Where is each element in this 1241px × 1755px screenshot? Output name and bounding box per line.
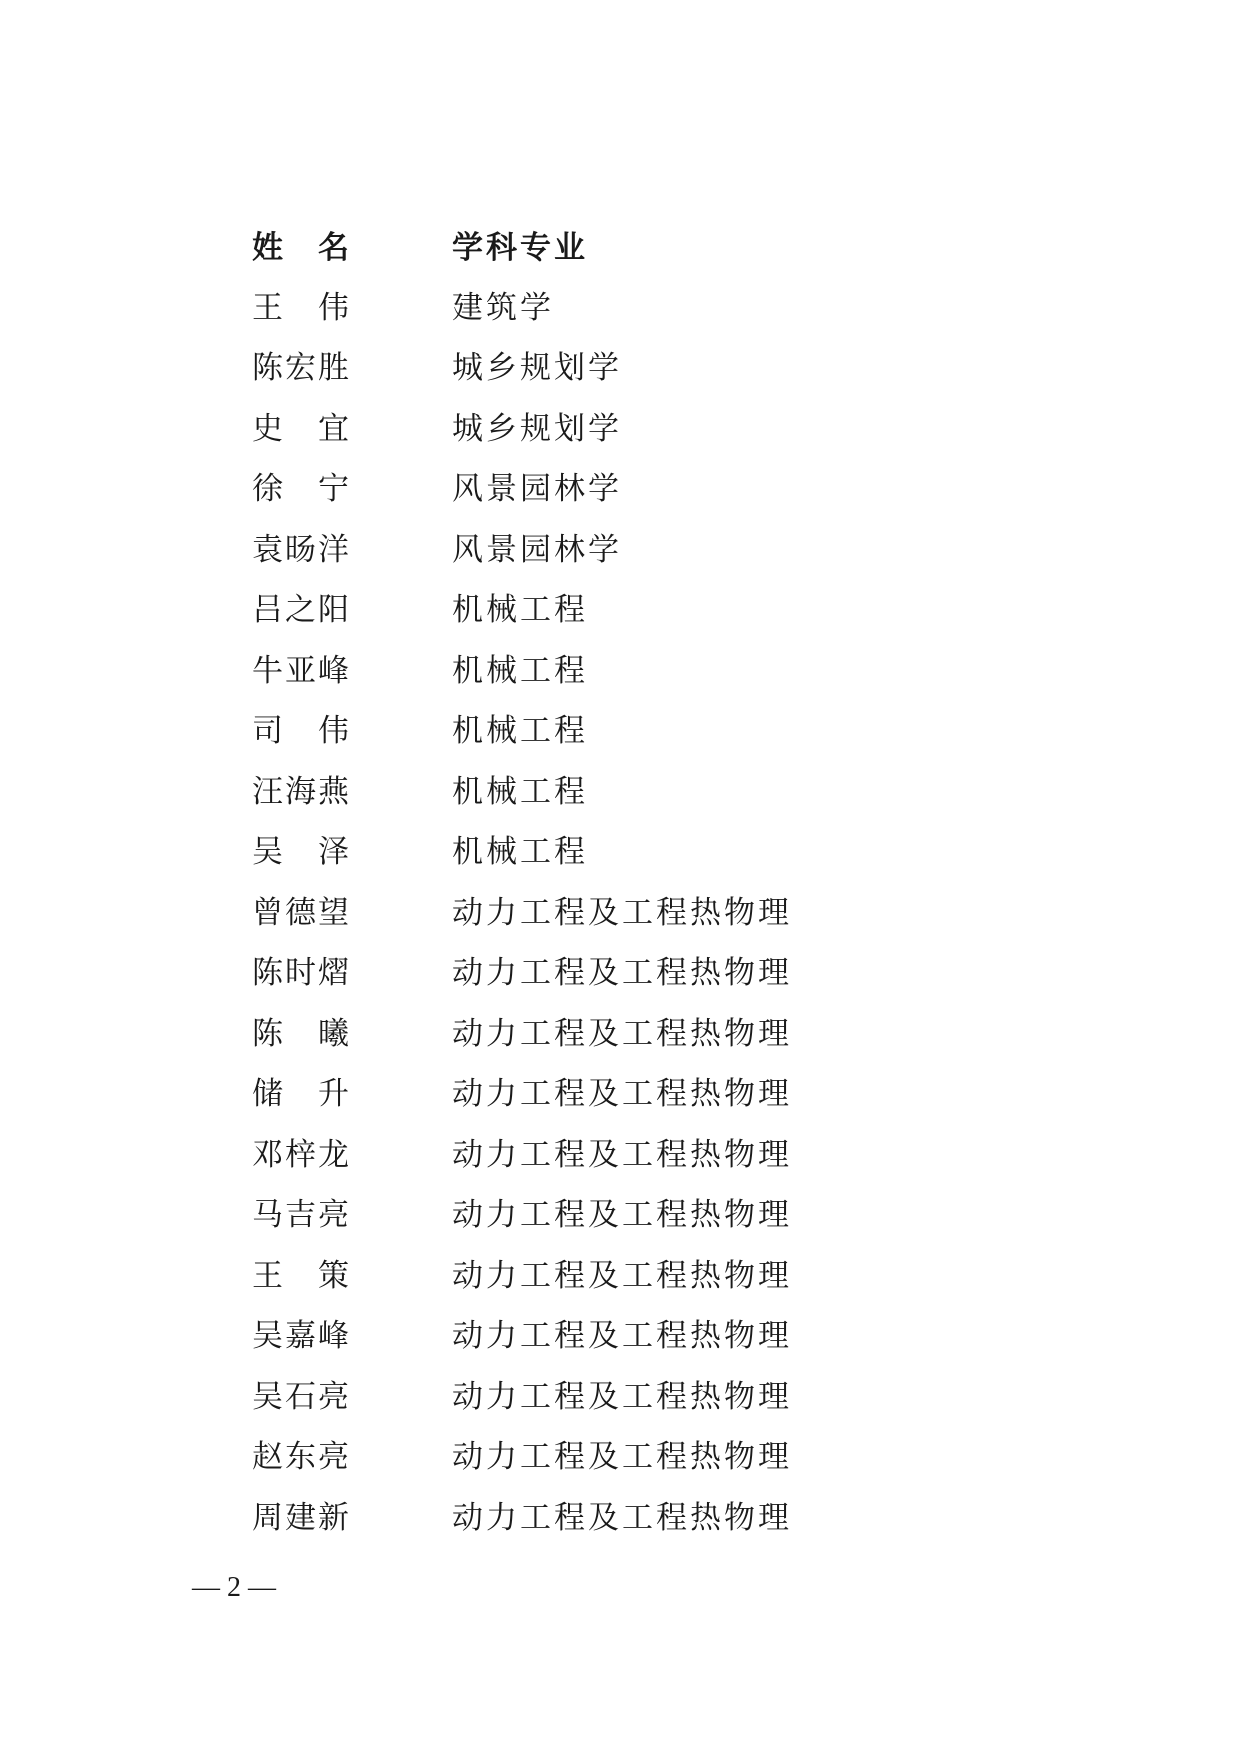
table-row bbox=[252, 1303, 792, 1364]
subject-name: 动力工程及工程热物理 bbox=[452, 1197, 792, 1234]
person-name: 王 伟 bbox=[252, 289, 351, 326]
subject-name: 动力工程及工程热物理 bbox=[452, 1378, 792, 1415]
person-name: 储 升 bbox=[252, 1076, 351, 1113]
subject-name: 动力工程及工程热物理 bbox=[452, 1439, 792, 1476]
table-row bbox=[252, 1424, 792, 1485]
person-name: 陈宏胜 bbox=[252, 350, 351, 387]
table-row bbox=[252, 1484, 792, 1545]
person-name: 司 伟 bbox=[252, 713, 351, 750]
subject-name: 动力工程及工程热物理 bbox=[452, 1076, 792, 1113]
table-header bbox=[252, 214, 792, 274]
person-name: 陈 曦 bbox=[252, 1015, 351, 1052]
table-row bbox=[252, 1182, 792, 1243]
person-name: 吴嘉峰 bbox=[252, 1318, 351, 1355]
table-row bbox=[252, 516, 792, 577]
table-row bbox=[252, 335, 792, 396]
name-column-header: 姓 名 bbox=[252, 229, 351, 266]
subject-name: 城乡规划学 bbox=[452, 410, 622, 447]
subject-name: 动力工程及工程热物理 bbox=[452, 1136, 792, 1173]
subject-name: 机械工程 bbox=[452, 834, 588, 871]
subject-name: 动力工程及工程热物理 bbox=[452, 1499, 792, 1536]
subject-name: 建筑学 bbox=[452, 289, 554, 326]
subject-name: 动力工程及工程热物理 bbox=[452, 894, 792, 931]
subject-name: 城乡规划学 bbox=[452, 350, 622, 387]
table-row bbox=[252, 274, 792, 335]
subject-name: 机械工程 bbox=[452, 713, 588, 750]
subject-name: 风景园林学 bbox=[452, 531, 622, 568]
table-row bbox=[252, 1061, 792, 1122]
person-name: 吕之阳 bbox=[252, 592, 351, 629]
table-row bbox=[252, 1242, 792, 1303]
subject-column-header: 学科专业 bbox=[452, 229, 588, 266]
subject-name: 动力工程及工程热物理 bbox=[452, 955, 792, 992]
person-name: 吴石亮 bbox=[252, 1378, 351, 1415]
table-row bbox=[252, 698, 792, 759]
subject-name: 风景园林学 bbox=[452, 471, 622, 508]
person-name: 袁旸洋 bbox=[252, 531, 351, 568]
person-name: 赵东亮 bbox=[252, 1439, 351, 1476]
table-row bbox=[252, 395, 792, 456]
table-row bbox=[252, 758, 792, 819]
page-number: — 2 — bbox=[192, 1572, 276, 1603]
table-row bbox=[252, 1363, 792, 1424]
table-row bbox=[252, 1000, 792, 1061]
subject-name: 动力工程及工程热物理 bbox=[452, 1015, 792, 1052]
person-name: 汪海燕 bbox=[252, 773, 351, 810]
table-row bbox=[252, 577, 792, 638]
table-row bbox=[252, 637, 792, 698]
subject-name: 机械工程 bbox=[452, 773, 588, 810]
person-name: 徐 宁 bbox=[252, 471, 351, 508]
person-name: 马吉亮 bbox=[252, 1197, 351, 1234]
person-name: 陈时熠 bbox=[252, 955, 351, 992]
table-row bbox=[252, 819, 792, 880]
person-name: 吴 泽 bbox=[252, 834, 351, 871]
person-name: 曾德望 bbox=[252, 894, 351, 931]
table-row bbox=[252, 940, 792, 1001]
subject-name: 动力工程及工程热物理 bbox=[452, 1318, 792, 1355]
subject-name: 机械工程 bbox=[452, 592, 588, 629]
table-row bbox=[252, 1121, 792, 1182]
table-row bbox=[252, 456, 792, 517]
table-row bbox=[252, 879, 792, 940]
subject-name: 机械工程 bbox=[452, 652, 588, 689]
person-name: 邓梓龙 bbox=[252, 1136, 351, 1173]
subject-name: 动力工程及工程热物理 bbox=[452, 1257, 792, 1294]
name-subject-table bbox=[252, 214, 792, 1545]
person-name: 牛亚峰 bbox=[252, 652, 351, 689]
person-name: 王 策 bbox=[252, 1257, 351, 1294]
person-name: 史 宜 bbox=[252, 410, 351, 447]
person-name: 周建新 bbox=[252, 1499, 351, 1536]
